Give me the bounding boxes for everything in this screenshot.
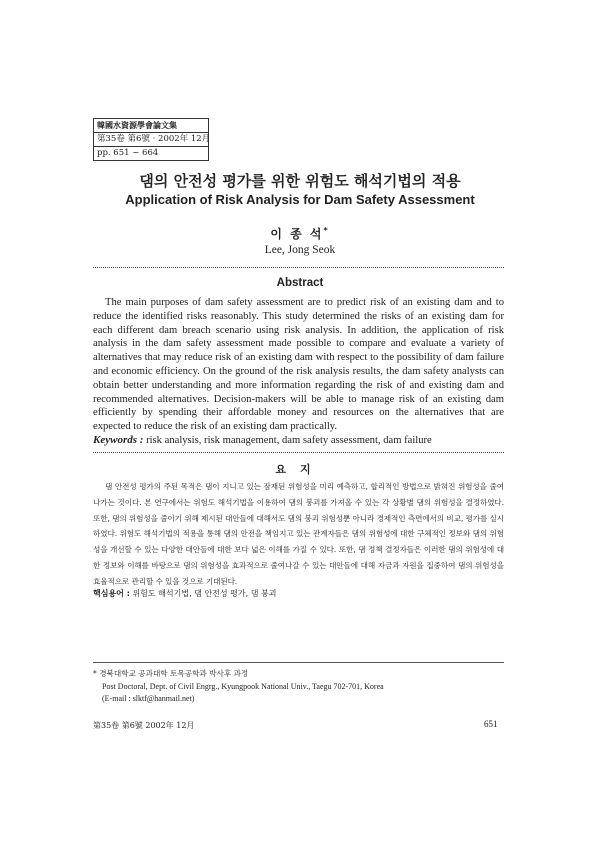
title-english: Application of Risk Analysis for Dam Safety Assessment [125,192,475,207]
author-korean [0,225,600,242]
author-korean-name: 이 종 석 [270,227,324,241]
abstract-body: The main purposes of dam safety assessment are to predict risk of an existing dam and to reduce the identified risks reasonably. This study determined the risks of an existing dam for each different dam breach scenario using risk analysis. In addition, the application of risk analysis in the dam safety assessment made possible to compare and evaluate a variety of alternatives that may reduce risk of an existing dam with respect to the possibility of dam failure and economic efficiency. On the ground of the risk analysis results, the dam safety analysts can obtain better understanding and more information regarding the risk of and existing dam and recommended alternatives. Decision-makers will be able to manage risk of an existing dam efficiently by spending their affordable money and resources on the alternatives that are expected to reduce the risk of an existing dam practically. [93,297,504,433]
journal-name: 韓國水資源學會論文集 [94,119,208,133]
author-english: Lee, Jong Seok [264,244,336,256]
keywords-list: risk analysis, risk management, dam safety assessment, dam failure [146,435,432,446]
keywords-korean [93,588,513,599]
journal-volume: 第35卷 第6號 · 2002年 12月 [94,133,208,147]
journal-info-box [93,118,209,161]
korean-keywords-label: 핵심용어 : [93,589,130,598]
divider-top [93,267,504,268]
page-number: 651 [484,719,498,729]
abstract-heading: Abstract [276,277,324,289]
author-footnote [93,668,384,706]
footnote-affiliation-english: Post Doctoral, Dept. of Civil Engrg., Kyungpook National Univ., Taegu 702-701, Korea [102,681,384,691]
page-footer-issue: 第35卷 第6號 2002年 12月 [93,721,195,730]
journal-pages: pp. 651 ~ 664 [97,148,159,158]
footnote-rule [93,662,504,663]
author-footnote-marker: * [323,226,330,235]
footnote-email: (E-mail : slktf@hanmail.net) [102,694,195,703]
keywords-label: Keywords : [93,434,144,446]
korean-abstract-heading: 요지 [275,463,325,476]
divider-middle [93,452,504,453]
korean-abstract-body: 댐 안전성 평가의 주된 목적은 댐이 지니고 있는 잠재된 위험성을 미리 예측하고, 합리적인 방법으로 밝혀진 위험성을 줄여나가는 것이다. 본 연구에서는 위험도 해석기법을 이용하여 댐의 붕괴를 가져올 수 있는 각 상황별 댐의 위험성을 결정하였다. 또한, 댐의 위험성을 줄이기 위해 제시된 대안들에 대해서도 댐의 붕괴 위험성뿐 아니라 경제적인 측면에서의 비교, 평가를 실시하였다. 위험도 해석기법의 적용을 통해 댐의 안전을 책임지고 있는 관계자들은 댐의 위험성에 대한 구체적인 정보와 댐의 위험성을 개선할 수 있는 다양한 대안들에 대한 보다 넓은 이해를 가질 수 있다. 또한, 댐 정책 결정자들은 이러한 댐의 위험성에 대한 정보와 이해를 바탕으로 댐의 위험성을 효과적으로 줄여나갈 수 있는 대안들에 대해 자금과 자원을 집중하여 댐의 위험성을 효율적으로 관리할 수 있을 것으로 기대된다. [93,482,504,586]
title-korean: 댐의 안전성 평가를 위한 위험도 해석기법의 적용 [139,172,461,190]
keywords-english [93,434,513,446]
footnote-affiliation-korean: * 경북대학교 공과대학 토목공학과 박사후 과정 [93,669,249,678]
korean-keywords-list: 위험도 해석기법, 댐 안전성 평가, 댐 붕괴 [132,589,277,598]
